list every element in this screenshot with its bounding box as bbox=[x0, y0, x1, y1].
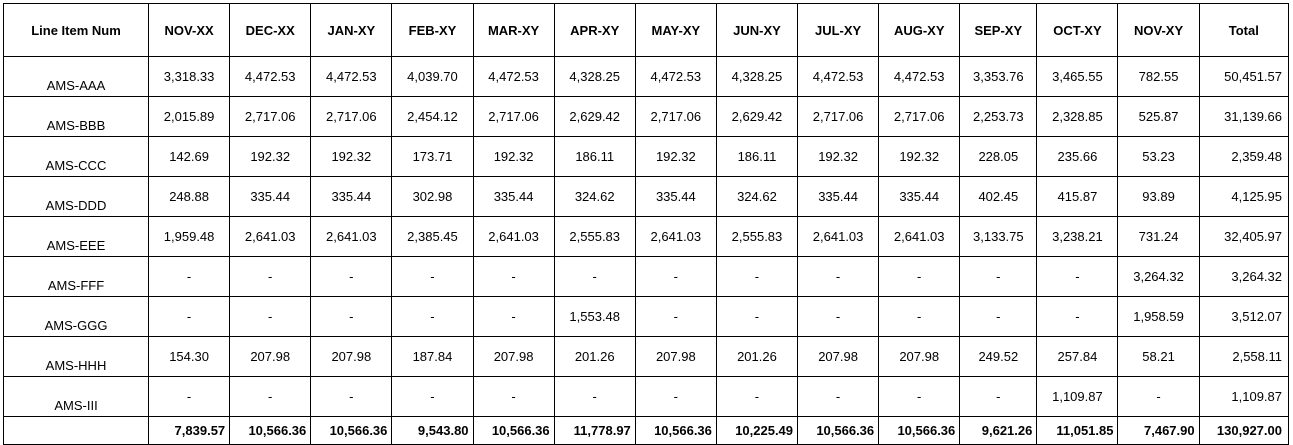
table-cell: 207.98 bbox=[230, 337, 311, 377]
table-cell: - bbox=[960, 377, 1037, 417]
table-cell: - bbox=[879, 297, 960, 337]
table-cell: 525.87 bbox=[1118, 97, 1199, 137]
table-cell: - bbox=[149, 297, 230, 337]
table-row bbox=[4, 257, 1289, 297]
table-cell: 3,318.33 bbox=[149, 57, 230, 97]
row-label: AMS-DDD bbox=[4, 177, 149, 217]
table-cell: 187.84 bbox=[392, 337, 473, 377]
table-cell: 2,717.06 bbox=[473, 97, 554, 137]
table-cell: 2,629.42 bbox=[554, 97, 635, 137]
column-total-cell: 7,467.90 bbox=[1118, 417, 1199, 445]
table-cell: 4,472.53 bbox=[798, 57, 879, 97]
table-cell: 4,472.53 bbox=[230, 57, 311, 97]
column-header-month: JAN-XY bbox=[311, 4, 392, 57]
table-cell: 2,717.06 bbox=[311, 97, 392, 137]
column-total-cell: 7,839.57 bbox=[149, 417, 230, 445]
table-cell: 2,717.06 bbox=[879, 97, 960, 137]
grand-total-cell: 130,927.00 bbox=[1199, 417, 1288, 445]
table-cell: 2,717.06 bbox=[230, 97, 311, 137]
row-label: AMS-CCC bbox=[4, 137, 149, 177]
column-total-cell: 10,566.36 bbox=[798, 417, 879, 445]
table-row bbox=[4, 137, 1289, 177]
row-total-cell: 4,125.95 bbox=[1199, 177, 1288, 217]
table-cell: - bbox=[149, 257, 230, 297]
table-cell: 335.44 bbox=[230, 177, 311, 217]
table-cell: 192.32 bbox=[473, 137, 554, 177]
column-total-cell: 9,543.80 bbox=[392, 417, 473, 445]
row-total-cell: 2,359.48 bbox=[1199, 137, 1288, 177]
table-cell: 731.24 bbox=[1118, 217, 1199, 257]
column-total-cell: 10,225.49 bbox=[716, 417, 797, 445]
row-total-cell: 50,451.57 bbox=[1199, 57, 1288, 97]
table-cell: 2,641.03 bbox=[311, 217, 392, 257]
table-cell: - bbox=[960, 297, 1037, 337]
table-cell: 192.32 bbox=[635, 137, 716, 177]
table-cell: 207.98 bbox=[798, 337, 879, 377]
table-cell: 2,641.03 bbox=[473, 217, 554, 257]
table-cell: 3,465.55 bbox=[1037, 57, 1118, 97]
table-cell: 207.98 bbox=[311, 337, 392, 377]
table-body bbox=[4, 57, 1289, 417]
table-row bbox=[4, 297, 1289, 337]
totals-row bbox=[4, 417, 1289, 445]
table-cell: 249.52 bbox=[960, 337, 1037, 377]
table-cell: - bbox=[798, 257, 879, 297]
column-total-cell: 9,621.26 bbox=[960, 417, 1037, 445]
row-label: AMS-BBB bbox=[4, 97, 149, 137]
table-cell: - bbox=[798, 377, 879, 417]
row-total-cell: 3,264.32 bbox=[1199, 257, 1288, 297]
column-header-month: AUG-XY bbox=[879, 4, 960, 57]
table-cell: 93.89 bbox=[1118, 177, 1199, 217]
table-cell: 207.98 bbox=[473, 337, 554, 377]
table-cell: 192.32 bbox=[798, 137, 879, 177]
table-cell: 3,264.32 bbox=[1118, 257, 1199, 297]
table-cell: - bbox=[149, 377, 230, 417]
header-row bbox=[4, 4, 1289, 57]
table-cell: 4,472.53 bbox=[879, 57, 960, 97]
row-total-cell: 2,558.11 bbox=[1199, 337, 1288, 377]
table-cell: 2,385.45 bbox=[392, 217, 473, 257]
table-cell: - bbox=[554, 377, 635, 417]
table-cell: 415.87 bbox=[1037, 177, 1118, 217]
table-container bbox=[3, 3, 1289, 445]
table-cell: - bbox=[635, 257, 716, 297]
table-cell: 2,629.42 bbox=[716, 97, 797, 137]
table-header bbox=[4, 4, 1289, 57]
table-cell: 173.71 bbox=[392, 137, 473, 177]
table-cell: - bbox=[392, 297, 473, 337]
table-cell: 302.98 bbox=[392, 177, 473, 217]
table-cell: 248.88 bbox=[149, 177, 230, 217]
column-header-month: JUL-XY bbox=[798, 4, 879, 57]
table-cell: 2,641.03 bbox=[798, 217, 879, 257]
row-total-cell: 3,512.07 bbox=[1199, 297, 1288, 337]
column-header-line-item: Line Item Num bbox=[4, 4, 149, 57]
table-cell: - bbox=[1037, 257, 1118, 297]
column-header-month: APR-XY bbox=[554, 4, 635, 57]
table-cell: 402.45 bbox=[960, 177, 1037, 217]
column-header-month: NOV-XY bbox=[1118, 4, 1199, 57]
table-cell: 4,472.53 bbox=[635, 57, 716, 97]
table-cell: 2,717.06 bbox=[635, 97, 716, 137]
column-header-month: SEP-XY bbox=[960, 4, 1037, 57]
table-cell: 1,553.48 bbox=[554, 297, 635, 337]
table-cell: 1,958.59 bbox=[1118, 297, 1199, 337]
table-cell: - bbox=[473, 377, 554, 417]
row-total-cell: 31,139.66 bbox=[1199, 97, 1288, 137]
column-total-cell: 10,566.36 bbox=[879, 417, 960, 445]
table-cell: - bbox=[960, 257, 1037, 297]
table-row bbox=[4, 337, 1289, 377]
table-cell: 782.55 bbox=[1118, 57, 1199, 97]
table-cell: 324.62 bbox=[716, 177, 797, 217]
table-cell: 192.32 bbox=[879, 137, 960, 177]
table-cell: - bbox=[392, 377, 473, 417]
table-cell: - bbox=[1118, 377, 1199, 417]
row-label: AMS-AAA bbox=[4, 57, 149, 97]
table-cell: 324.62 bbox=[554, 177, 635, 217]
table-cell: 207.98 bbox=[635, 337, 716, 377]
table-cell: - bbox=[230, 377, 311, 417]
row-label: AMS-III bbox=[4, 377, 149, 417]
table-cell: 4,472.53 bbox=[473, 57, 554, 97]
table-cell: 186.11 bbox=[554, 137, 635, 177]
table-cell: - bbox=[392, 257, 473, 297]
table-cell: 335.44 bbox=[473, 177, 554, 217]
column-total-cell: 10,566.36 bbox=[473, 417, 554, 445]
totals-row-label bbox=[4, 417, 149, 445]
table-cell: 335.44 bbox=[635, 177, 716, 217]
table-cell: 335.44 bbox=[311, 177, 392, 217]
table-cell: 2,328.85 bbox=[1037, 97, 1118, 137]
row-total-cell: 1,109.87 bbox=[1199, 377, 1288, 417]
table-cell: 1,959.48 bbox=[149, 217, 230, 257]
table-cell: 2,253.73 bbox=[960, 97, 1037, 137]
column-header-month: NOV-XX bbox=[149, 4, 230, 57]
table-cell: 4,328.25 bbox=[716, 57, 797, 97]
column-header-total: Total bbox=[1199, 4, 1288, 57]
table-cell: - bbox=[716, 297, 797, 337]
table-row bbox=[4, 377, 1289, 417]
table-cell: - bbox=[1037, 297, 1118, 337]
table-footer bbox=[4, 417, 1289, 445]
table-cell: 58.21 bbox=[1118, 337, 1199, 377]
table-cell: - bbox=[554, 257, 635, 297]
table-cell: 228.05 bbox=[960, 137, 1037, 177]
table-cell: 335.44 bbox=[879, 177, 960, 217]
table-cell: 207.98 bbox=[879, 337, 960, 377]
table-cell: 2,717.06 bbox=[798, 97, 879, 137]
table-row bbox=[4, 217, 1289, 257]
table-cell: 2,641.03 bbox=[879, 217, 960, 257]
table-cell: 2,015.89 bbox=[149, 97, 230, 137]
table-cell: - bbox=[879, 257, 960, 297]
table-cell: 186.11 bbox=[716, 137, 797, 177]
table-cell: - bbox=[311, 377, 392, 417]
column-header-month: DEC-XX bbox=[230, 4, 311, 57]
table-cell: 3,133.75 bbox=[960, 217, 1037, 257]
column-total-cell: 10,566.36 bbox=[635, 417, 716, 445]
table-cell: 2,641.03 bbox=[635, 217, 716, 257]
table-cell: 1,109.87 bbox=[1037, 377, 1118, 417]
column-total-cell: 10,566.36 bbox=[311, 417, 392, 445]
table-cell: 2,641.03 bbox=[230, 217, 311, 257]
line-item-table bbox=[3, 3, 1289, 445]
column-total-cell: 11,051.85 bbox=[1037, 417, 1118, 445]
table-cell: - bbox=[798, 297, 879, 337]
table-cell: - bbox=[635, 377, 716, 417]
column-header-month: MAR-XY bbox=[473, 4, 554, 57]
column-total-cell: 10,566.36 bbox=[230, 417, 311, 445]
column-header-month: FEB-XY bbox=[392, 4, 473, 57]
row-label: AMS-GGG bbox=[4, 297, 149, 337]
table-row bbox=[4, 97, 1289, 137]
table-cell: 2,454.12 bbox=[392, 97, 473, 137]
table-cell: 154.30 bbox=[149, 337, 230, 377]
table-cell: 2,555.83 bbox=[716, 217, 797, 257]
table-cell: 4,328.25 bbox=[554, 57, 635, 97]
table-cell: 142.69 bbox=[149, 137, 230, 177]
table-cell: 192.32 bbox=[230, 137, 311, 177]
table-cell: - bbox=[716, 377, 797, 417]
row-label: AMS-EEE bbox=[4, 217, 149, 257]
table-cell: 201.26 bbox=[554, 337, 635, 377]
table-cell: 335.44 bbox=[798, 177, 879, 217]
table-cell: - bbox=[311, 297, 392, 337]
table-cell: - bbox=[473, 257, 554, 297]
row-label: AMS-HHH bbox=[4, 337, 149, 377]
column-header-month: OCT-XY bbox=[1037, 4, 1118, 57]
table-cell: 201.26 bbox=[716, 337, 797, 377]
table-row bbox=[4, 177, 1289, 217]
row-total-cell: 32,405.97 bbox=[1199, 217, 1288, 257]
table-cell: - bbox=[230, 257, 311, 297]
table-cell: 257.84 bbox=[1037, 337, 1118, 377]
table-cell: - bbox=[473, 297, 554, 337]
table-cell: - bbox=[311, 257, 392, 297]
table-row bbox=[4, 57, 1289, 97]
table-cell: 53.23 bbox=[1118, 137, 1199, 177]
table-cell: 3,353.76 bbox=[960, 57, 1037, 97]
table-cell: - bbox=[230, 297, 311, 337]
table-cell: 3,238.21 bbox=[1037, 217, 1118, 257]
table-cell: 4,039.70 bbox=[392, 57, 473, 97]
row-label: AMS-FFF bbox=[4, 257, 149, 297]
column-total-cell: 11,778.97 bbox=[554, 417, 635, 445]
table-cell: - bbox=[635, 297, 716, 337]
column-header-month: MAY-XY bbox=[635, 4, 716, 57]
table-cell: 192.32 bbox=[311, 137, 392, 177]
table-cell: - bbox=[716, 257, 797, 297]
table-cell: 2,555.83 bbox=[554, 217, 635, 257]
table-cell: - bbox=[879, 377, 960, 417]
table-cell: 4,472.53 bbox=[311, 57, 392, 97]
table-cell: 235.66 bbox=[1037, 137, 1118, 177]
column-header-month: JUN-XY bbox=[716, 4, 797, 57]
